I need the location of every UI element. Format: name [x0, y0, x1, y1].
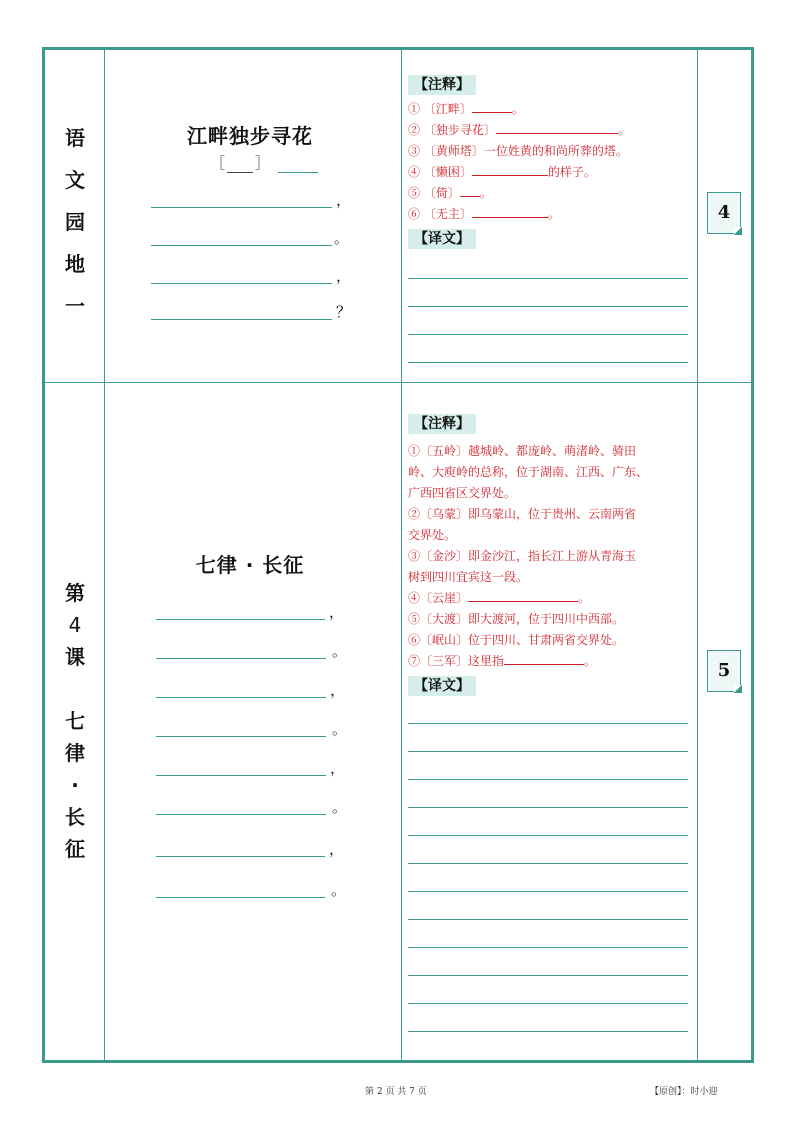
column-divider	[401, 49, 402, 1061]
note-text-line: 广西四省区交界处。	[408, 486, 517, 500]
translation-line[interactable]	[408, 779, 688, 780]
translation-line[interactable]	[408, 835, 688, 836]
author-blank[interactable]	[278, 158, 318, 173]
note-item: ⑤ 〔倚〕 。	[408, 186, 492, 200]
poem-line-blank[interactable]: ，	[156, 676, 356, 698]
translation-line[interactable]	[408, 891, 688, 892]
poem-line-blank[interactable]: ，	[151, 262, 351, 284]
poem-line-blank[interactable]: ，	[151, 186, 351, 208]
note-item: ⑦〔三军〕这里指 。	[408, 654, 597, 668]
poem-line-blank[interactable]: ？	[151, 298, 351, 320]
note-item: ③ 〔黄师塔〕一位姓黄的和尚所葬的塔。	[408, 144, 628, 158]
note-item: ④〔云崖〕 。	[408, 591, 591, 605]
note-text-line: ②〔乌蒙〕即乌蒙山，位于贵州、云南两省	[408, 507, 637, 521]
dynasty-blank[interactable]	[227, 158, 253, 173]
notes-label: 【注释】	[408, 414, 476, 434]
translation-line[interactable]	[408, 947, 688, 948]
translation-line[interactable]	[408, 863, 688, 864]
note-text-line: 树到四川宜宾这一段。	[408, 570, 529, 584]
note-blank[interactable]	[472, 163, 548, 176]
translation-line[interactable]	[408, 751, 688, 752]
poem-title: 七律 · 长征	[195, 553, 305, 577]
translation-line[interactable]	[408, 975, 688, 976]
worksheet-frame	[42, 47, 754, 1063]
note-blank[interactable]	[468, 589, 578, 602]
translation-line[interactable]	[408, 1031, 688, 1032]
section1-side-title: 语 文 园 地 一	[65, 126, 85, 318]
section2-side-title: 第 4 课 七 律 · 长 征	[65, 581, 85, 861]
column-divider	[697, 49, 698, 1061]
note-text-line: 岭、大庾岭的总称，位于湖南、江西、广东、	[408, 465, 649, 479]
translation-line[interactable]	[408, 807, 688, 808]
translation-line[interactable]	[408, 919, 688, 920]
poem-line-blank[interactable]: 。	[156, 637, 356, 659]
source-credit: 【原创】：时小迎	[650, 1087, 718, 1097]
row-divider	[44, 382, 752, 383]
note-item: ④ 〔懒困〕 的样子。	[408, 165, 596, 179]
note-item: ② 〔独步寻花〕 。	[408, 123, 630, 137]
note-blank[interactable]	[472, 100, 512, 113]
translation-label: 【译文】	[408, 676, 476, 696]
notes-label: 【注释】	[408, 75, 476, 95]
page-number-badge: 4	[707, 192, 741, 234]
poem-title: 江畔独步寻花	[187, 124, 313, 148]
poem-line-blank[interactable]: ，	[156, 598, 356, 620]
translation-line[interactable]	[408, 1003, 688, 1004]
note-item: ⑤〔大渡〕即大渡河，位于四川中西部。	[408, 612, 625, 626]
note-text-line: ①〔五岭〕越城岭、都庞岭、萌渚岭、骑田	[408, 444, 637, 458]
page-number-badge: 5	[707, 650, 741, 692]
translation-line[interactable]	[408, 362, 688, 363]
translation-line[interactable]	[408, 306, 688, 307]
translation-line[interactable]	[408, 723, 688, 724]
author-row: ［ ］	[210, 152, 318, 173]
poem-line-blank[interactable]: 。	[156, 715, 356, 737]
poem-line-blank[interactable]: ，	[156, 754, 356, 776]
note-blank[interactable]	[496, 121, 618, 134]
translation-label: 【译文】	[408, 229, 476, 249]
poem-line-blank[interactable]: 。	[151, 224, 351, 246]
note-item: ① 〔江畔〕 。	[408, 102, 524, 116]
note-blank[interactable]	[460, 184, 480, 197]
note-item: ⑥〔岷山〕位于四川、甘肃两省交界处。	[408, 633, 625, 647]
poem-line-blank[interactable]: 。	[156, 793, 356, 815]
translation-line[interactable]	[408, 278, 688, 279]
poem-line-blank[interactable]: 。	[156, 876, 356, 898]
poem-line-blank[interactable]: ，	[156, 835, 356, 857]
note-text-line: ③〔金沙〕即金沙江，指长江上游从青海玉	[408, 549, 637, 563]
note-blank[interactable]	[504, 652, 584, 665]
note-item: ⑥ 〔无主〕 。	[408, 207, 560, 221]
translation-line[interactable]	[408, 334, 688, 335]
note-text-line: 交界处。	[408, 528, 457, 542]
page-info: 第 2 页 共 7 页	[365, 1087, 427, 1097]
note-blank[interactable]	[472, 205, 548, 218]
